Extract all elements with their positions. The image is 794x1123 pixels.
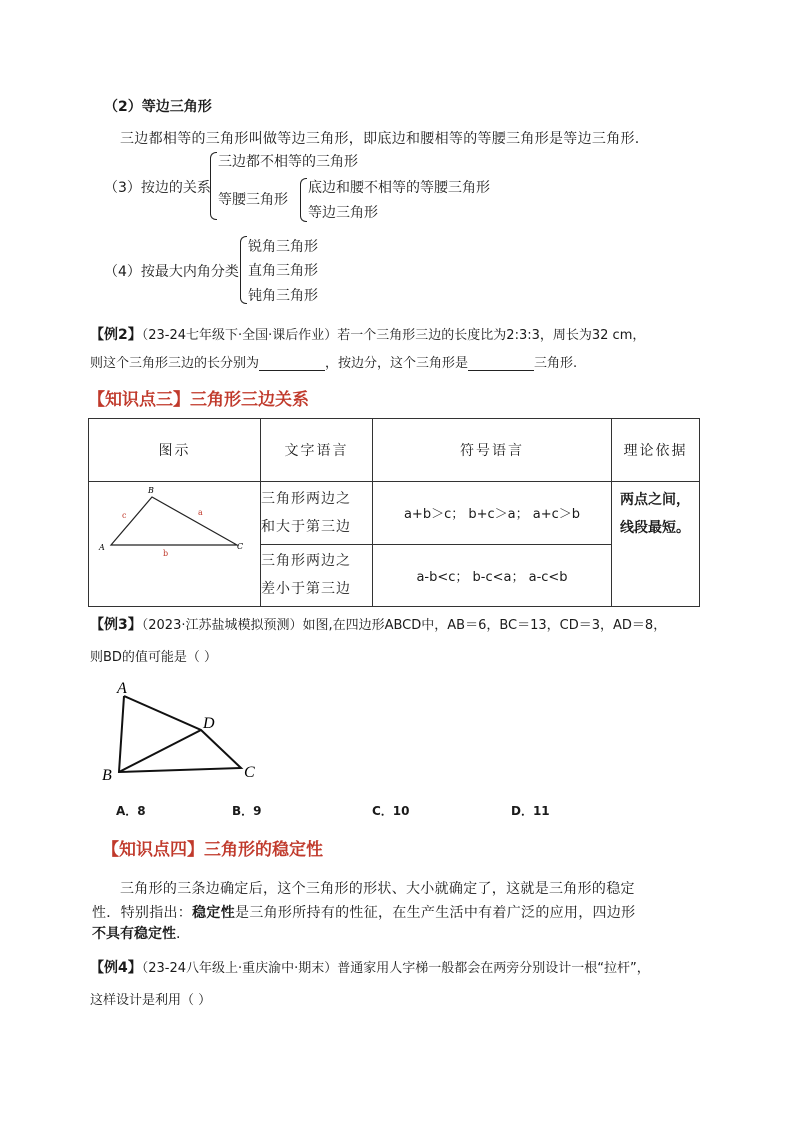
label-A: A xyxy=(117,680,127,697)
by-angle-label: （4）按最大内角分类 xyxy=(104,264,239,280)
row1-text-line2: 和大于第三边 xyxy=(261,518,351,535)
option-d[interactable]: D．11 xyxy=(511,804,550,818)
header-basis: 理论依据 xyxy=(612,419,700,482)
figure-cell xyxy=(89,482,261,607)
triangle-figure xyxy=(89,482,260,606)
header-figure: 图示 xyxy=(89,419,261,482)
example3-tag: 【例3】 xyxy=(90,617,142,633)
label-C: C xyxy=(237,542,244,551)
example2-question-part-a: 则这个三角形三边的长分别为 xyxy=(90,356,260,371)
brace-by-angle xyxy=(240,236,247,304)
example2-question-line1: 若一个三角形三边的长度比为2:3:3，周长为32 cm， xyxy=(337,328,646,343)
isosceles-equilateral: 等边三角形 xyxy=(308,205,378,221)
example2-source: （23-24七年级下·全国·课后作业） xyxy=(141,328,338,343)
by-angle-right: 直角三角形 xyxy=(248,263,318,279)
isosceles-non-equilateral: 底边和腰不相等的等腰三角形 xyxy=(308,180,490,196)
example4-tag: 【例4】 xyxy=(90,960,142,976)
by-angle-acute: 锐角三角形 xyxy=(248,239,318,255)
row2-text xyxy=(261,544,373,607)
section-heading-equilateral: （2）等边三角形 xyxy=(104,99,212,115)
header-symbol: 符号语言 xyxy=(373,419,612,482)
row1-text-line1: 三角形两边之 xyxy=(261,490,351,507)
by-side-isosceles: 等腰三角形 xyxy=(218,192,288,208)
header-text: 文字语言 xyxy=(261,419,373,482)
example4 xyxy=(90,957,650,977)
example2-tag: 【例2】 xyxy=(90,327,142,343)
example3 xyxy=(90,614,666,634)
example2-line2 xyxy=(90,352,577,371)
label-a: a xyxy=(198,508,203,517)
example4-source: （23-24八年级上·重庆渝中·期末） xyxy=(141,961,338,976)
option-b[interactable]: B．9 xyxy=(232,804,262,818)
by-angle-obtuse: 钝角三角形 xyxy=(248,288,318,304)
row2-text-line2: 差小于第三边 xyxy=(261,581,351,598)
kp4-line2 xyxy=(92,902,635,922)
kp4-line3 xyxy=(92,923,180,943)
kp4-line2-emphasis: 稳定性 xyxy=(192,905,236,921)
option-c[interactable]: C．10 xyxy=(372,804,410,818)
kp4-line3-part-a: 不具有 xyxy=(92,926,134,942)
row1-text xyxy=(261,482,373,545)
kp4-line2-part-c: 是三角形所持有的性征，在生产生活中有着广泛的应用，四边形 xyxy=(235,905,636,921)
label-b: b xyxy=(163,549,169,558)
row1-symbol: a+b＞c； b+c＞a； a+c＞b xyxy=(373,482,612,545)
kp3-heading: 【知识点三】三角形三边关系 xyxy=(88,390,309,410)
by-side-label: （3）按边的关系 xyxy=(104,180,211,196)
row2-symbol: a-b<c； b-c<a； a-c<b xyxy=(373,544,612,607)
brace-isosceles xyxy=(300,178,307,222)
brace-by-side xyxy=(210,152,217,220)
kp4-heading: 【知识点四】三角形的稳定性 xyxy=(102,840,323,860)
kp4-line1: 三角形的三条边确定后，这个三角形的形状、大小就确定了，这就是三角形的稳定 xyxy=(120,881,635,897)
triangle-sides-table xyxy=(88,418,700,607)
answer-blank-lengths[interactable] xyxy=(259,356,325,371)
quadrilateral-abcd xyxy=(119,696,241,772)
diagonal-bd xyxy=(119,730,201,772)
basis-line1: 两点之间， xyxy=(620,492,690,508)
example3-source: （2023·江苏盐城模拟预测） xyxy=(141,618,303,633)
kp4-line2-part-a: 性．特别指出： xyxy=(92,905,193,921)
example3-question-line1: 如图,在四边形ABCD中，AB＝6，BC＝13，CD＝3，AD＝8， xyxy=(302,618,667,633)
triangle-abc xyxy=(111,497,237,545)
quadrilateral-figure xyxy=(95,676,275,786)
example4-question-line1: 普通家用人字梯一般都会在两旁分别设计一根“拉杆”， xyxy=(337,961,650,976)
label-c: c xyxy=(122,511,127,520)
label-A: A xyxy=(99,543,105,552)
label-B: B xyxy=(102,767,112,784)
kp4-line3-emphasis: 稳定性 xyxy=(134,926,176,942)
equilateral-definition: 三边都相等的三角形叫做等边三角形，即底边和腰相等的等腰三角形是等边三角形. xyxy=(120,131,640,147)
label-B: B xyxy=(148,486,154,495)
example2-question-part-c: 三角形. xyxy=(534,356,578,371)
answer-blank-type[interactable] xyxy=(468,356,534,371)
example2 xyxy=(90,324,645,344)
row2-text-line1: 三角形两边之 xyxy=(261,553,351,570)
kp4-line3-part-c: . xyxy=(176,926,181,942)
example3-question-line2: 则BD的值可能是（ ） xyxy=(90,650,218,665)
example2-question-part-b: ，按边分，这个三角形是 xyxy=(325,356,469,371)
example4-question-line2: 这样设计是利用（ ） xyxy=(90,993,212,1008)
label-D: D xyxy=(203,715,215,732)
option-a[interactable]: A．8 xyxy=(116,804,146,818)
basis-cell xyxy=(612,482,700,607)
basis-line2: 线段最短。 xyxy=(620,520,690,536)
label-C: C xyxy=(244,764,255,781)
by-side-scalene: 三边都不相等的三角形 xyxy=(218,154,358,170)
